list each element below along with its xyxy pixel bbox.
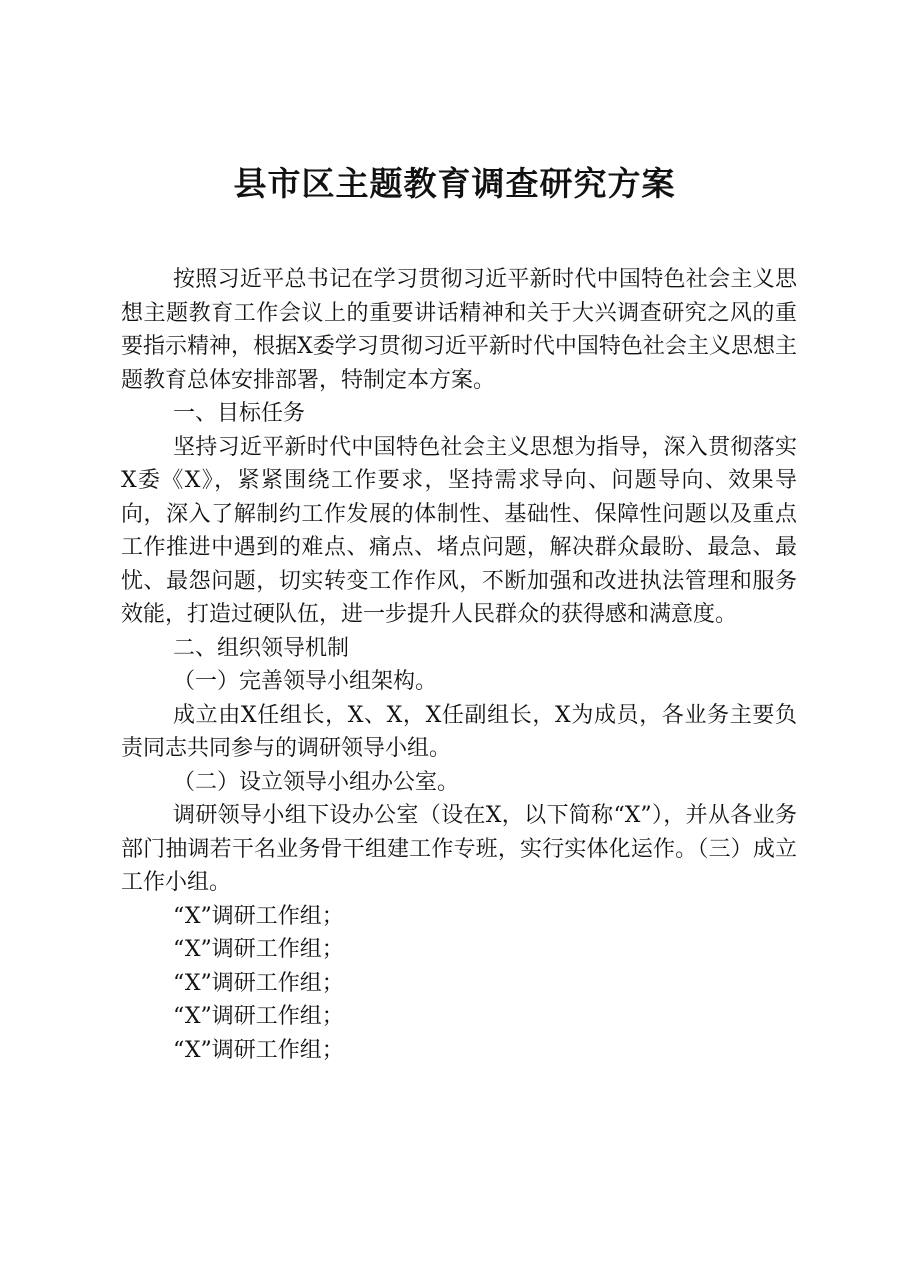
goals-paragraph: 坚持习近平新时代中国特色社会主义思想为指导，深入贯彻落实X委《X》，紧紧围绕工作要求，坚持需求导向、问题导向、效果导向，深入了解制约工作发展的体制性、基础性、保障性问题以及重点工作推进中遇到的难点、痛点、堵点问题，解决群众最盼、最急、最忧、最怨问题，切实转变工作作风，不断加强和改进执法管理和服务效能，打造过硬队伍，进一步提升人民群众的获得感和满意度。	[121, 434, 797, 627]
document-title: 县市区主题教育调查研究方案	[233, 164, 676, 203]
office-paragraph: 调研领导小组下设办公室（设在X，以下简称“X”），并从各业务部门抽调若干名业务骨干组建工作专班，实行实体化运作。（三）成立工作小组。	[121, 803, 797, 895]
section-heading-organization: 二、组织领导机制	[173, 635, 350, 661]
intro-paragraph: 按照习近平总书记在学习贯彻习近平新时代中国特色社会主义思想主题教育工作会议上的重要讲话精神和关于大兴调查研究之风的重要指示精神，根据X委学习贯彻习近平新时代中国特色社会主义思想主题教育总体安排部署，特制定本方案。	[121, 267, 797, 393]
work-group-item: “X”调研工作组；	[173, 970, 344, 996]
section-heading-goals: 一、目标任务	[173, 401, 306, 426]
subheading-leading-group: （一）完善领导小组架构。	[173, 669, 438, 694]
work-group-item: “X”调研工作组；	[173, 1004, 344, 1029]
work-group-item: “X”调研工作组；	[173, 1037, 344, 1063]
leading-group-paragraph: 成立由X任组长，X、X，X任副组长，X为成员，各业务主要负责同志共同参与的调研领导小组。	[121, 702, 797, 761]
work-group-item: “X”调研工作组；	[173, 903, 344, 929]
subheading-office: （二）设立领导小组办公室。	[173, 769, 460, 795]
document-body	[121, 263, 797, 1067]
work-group-item: “X”调研工作组；	[173, 937, 344, 962]
